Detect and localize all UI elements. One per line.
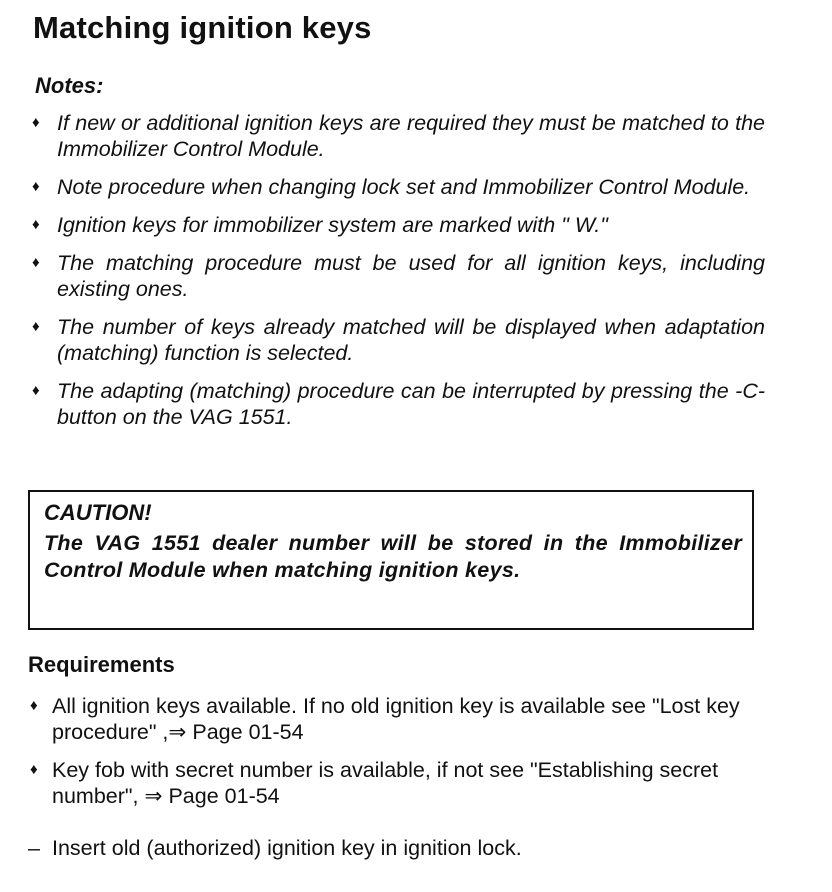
diamond-bullet-icon: ♦ <box>30 697 38 714</box>
note-text: The adapting (matching) procedure can be interrupted by pressing the -C- button on the VAG 1551. <box>57 379 765 429</box>
requirement-text: All ignition keys available. If no old ignition key is available see "Lost key procedure" ,⇒ Page 01-54 <box>52 694 740 744</box>
notes-list-item <box>30 378 765 430</box>
notes-list-item <box>30 314 765 366</box>
diamond-bullet-icon: ♦ <box>30 761 38 778</box>
notes-list-item <box>30 110 765 162</box>
caution-text: The VAG 1551 dealer number will be stored in the Immobilizer Control Module when matching ignition keys. <box>44 531 742 582</box>
diamond-bullet-icon: ♦ <box>32 114 40 131</box>
diamond-bullet-icon: ♦ <box>32 178 40 195</box>
notes-list <box>30 110 765 442</box>
step-text: Insert old (authorized) ignition key in ignition lock. <box>52 836 522 860</box>
notes-list-item <box>30 174 765 200</box>
caution-box <box>28 490 754 630</box>
requirement-text: Key fob with secret number is available, if not see "Establishing secret number", ⇒ Page 01-54 <box>52 758 719 808</box>
step-dash: – <box>28 836 40 860</box>
page-title: Matching ignition keys <box>33 10 372 45</box>
diamond-bullet-icon: ♦ <box>32 382 40 399</box>
notes-list-item <box>30 212 765 238</box>
requirements-heading: Requirements <box>28 652 175 677</box>
procedure-step <box>28 836 522 861</box>
diamond-bullet-icon: ♦ <box>32 216 40 233</box>
note-text: The matching procedure must be used for all ignition keys, including existing ones. <box>57 251 765 301</box>
note-text: If new or additional ignition keys are required they must be matched to the Immobilizer Control Module. <box>57 111 765 161</box>
caution-title: CAUTION! <box>44 500 152 525</box>
diamond-bullet-icon: ♦ <box>32 318 40 335</box>
requirements-list <box>28 693 768 821</box>
notes-list-item <box>30 250 765 302</box>
requirements-list-item <box>28 693 768 745</box>
note-text: The number of keys already matched will be displayed when adaptation (matching) function is selected. <box>57 315 765 365</box>
notes-heading: Notes: <box>35 73 104 98</box>
note-text: Ignition keys for immobilizer system are marked with " W." <box>57 213 608 237</box>
diamond-bullet-icon: ♦ <box>32 254 40 271</box>
requirements-list-item <box>28 757 768 809</box>
note-text: Note procedure when changing lock set and Immobilizer Control Module. <box>57 175 751 199</box>
